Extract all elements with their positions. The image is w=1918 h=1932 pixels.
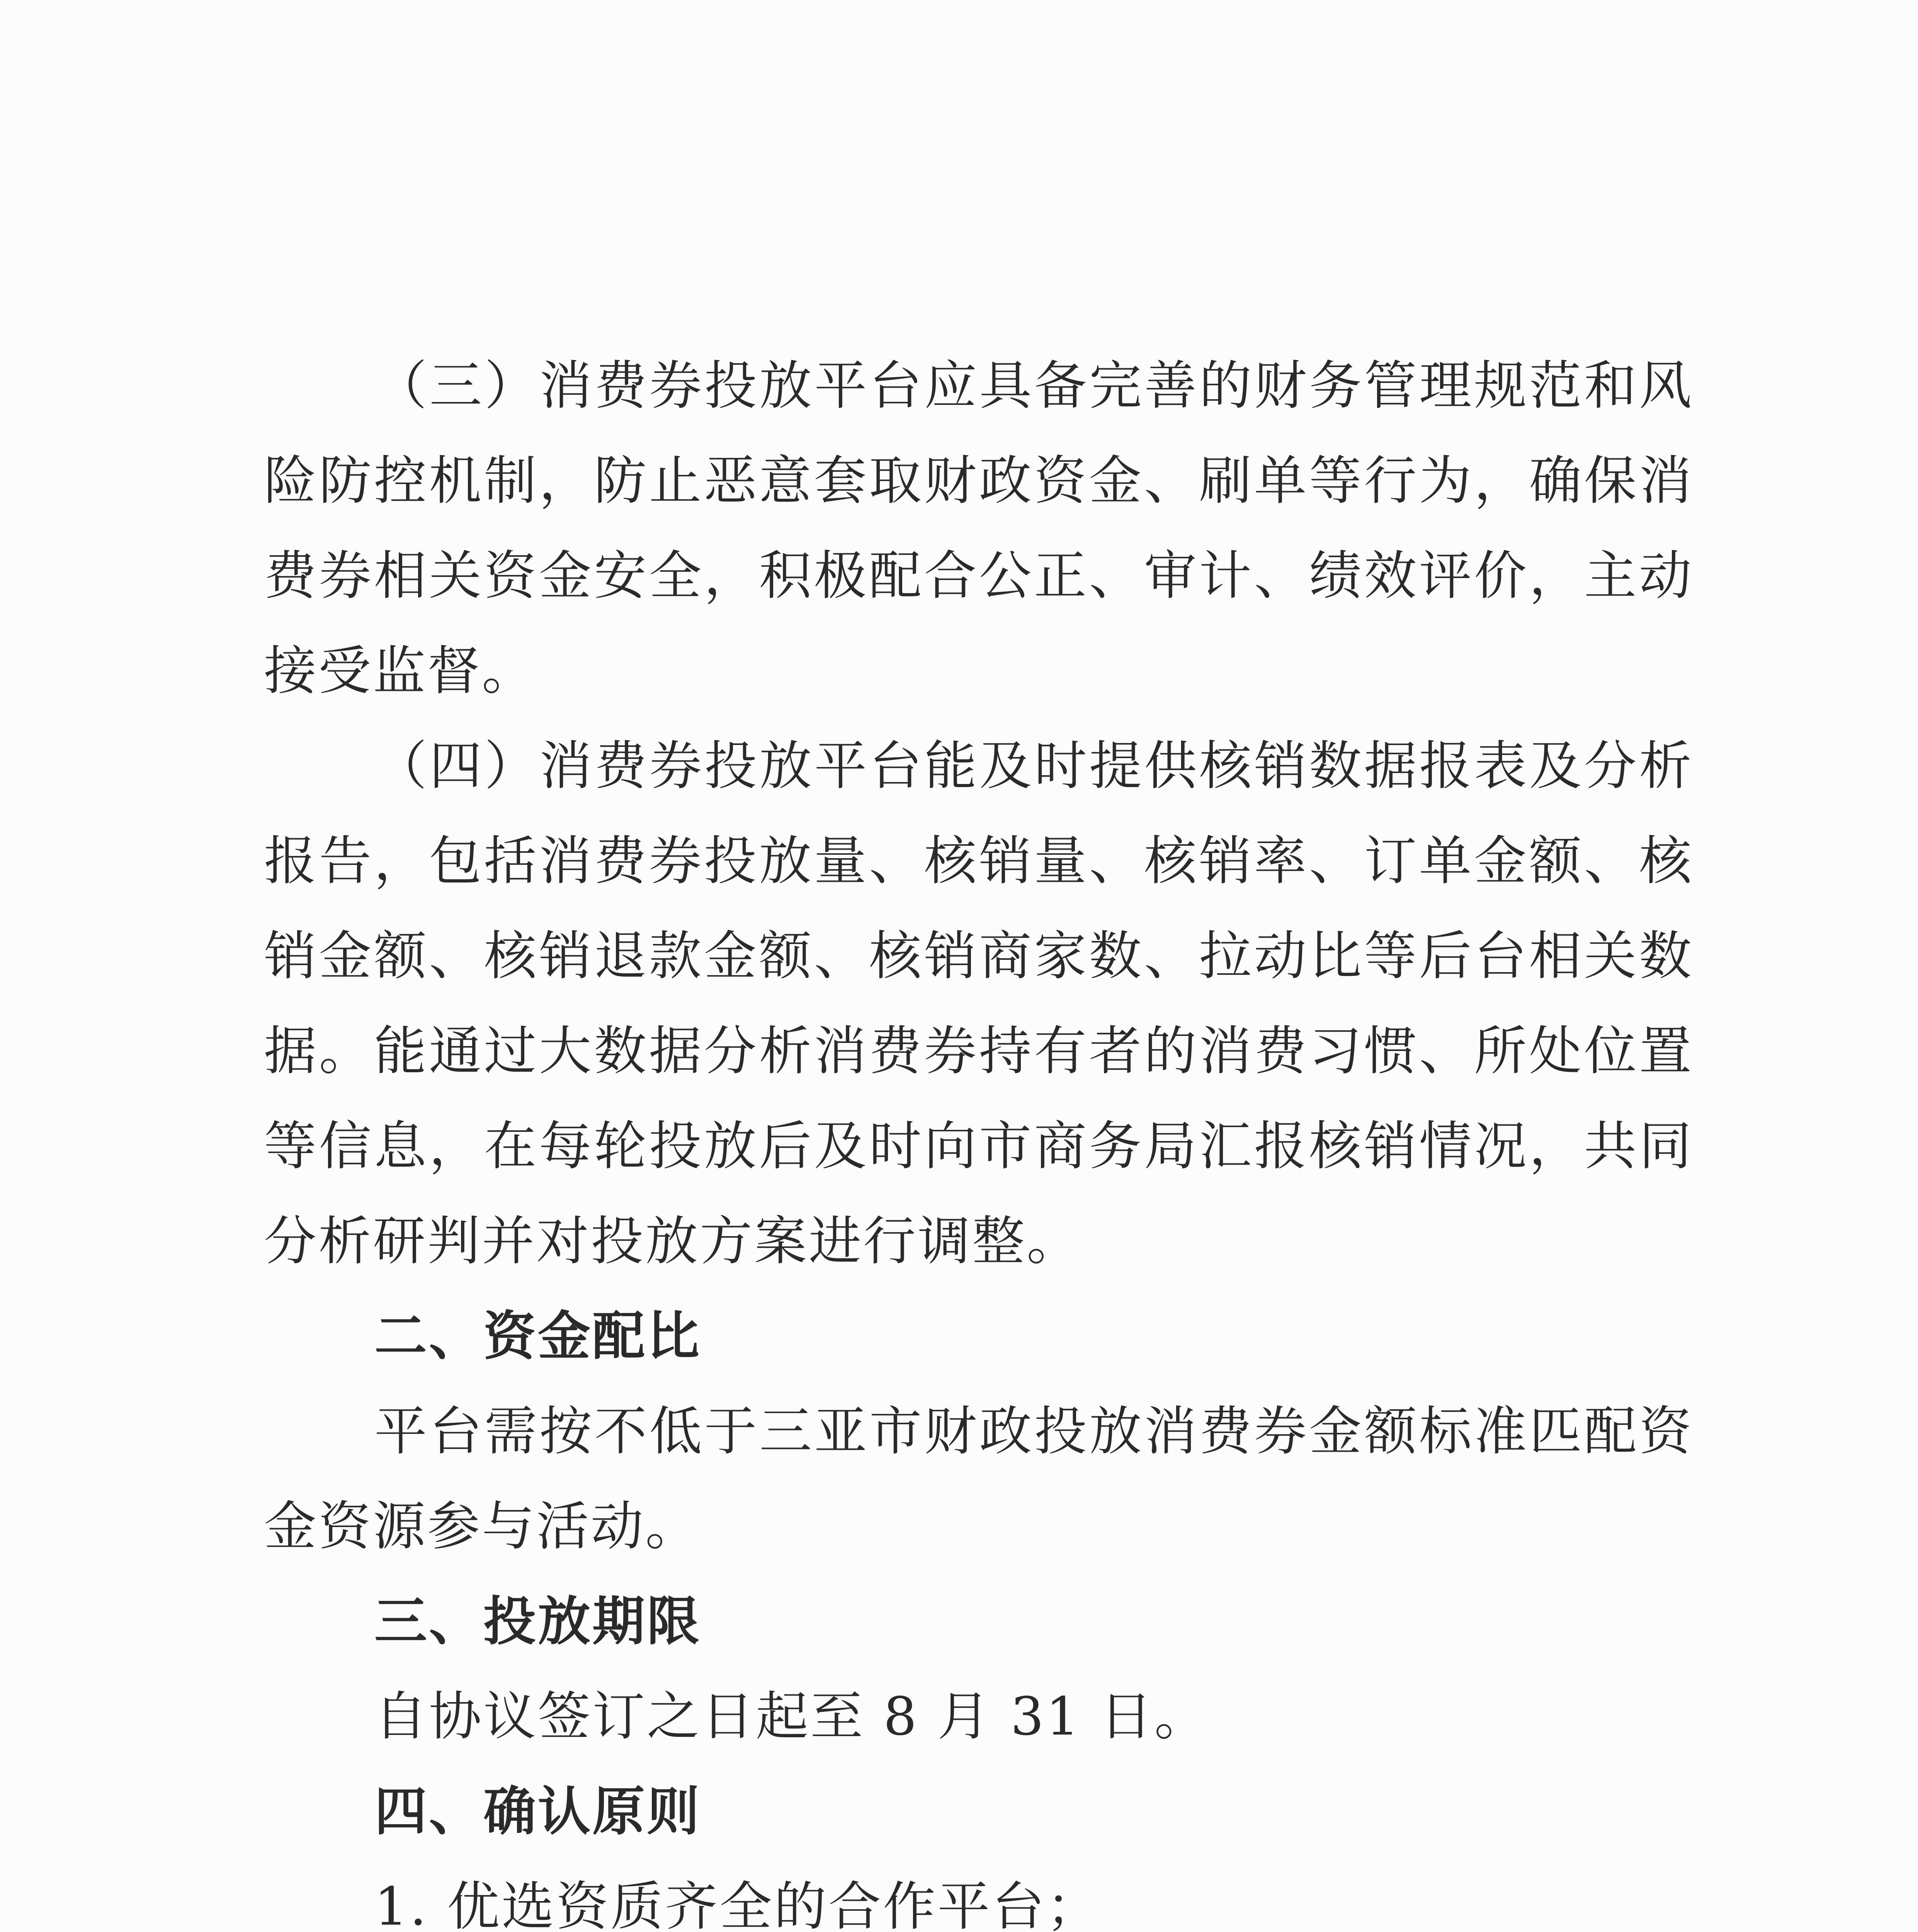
paragraph-fund-matching: 平台需按不低于三亚市财政投放消费券金额标准匹配资金资源参与活动。 — [264, 1401, 1694, 1557]
document-body — [264, 338, 1694, 1932]
paragraph-platform-reporting-requirements: （四）消费券投放平台能及时提供核销数据报表及分析报告，包括消费券投放量、核销量、核销率、订单金额、核销金额、核销退款金额、核销商家数、拉动比等后台相关数据。能通过大数据分析消费券持有者的消费习惯、所处位置等信息，在每轮投放后及时向市商务局汇报核销情况，共同分析研判并对投放方案进行调整。 — [264, 736, 1694, 1272]
section-heading-release-period: 三、投放期限 — [374, 1591, 701, 1652]
paragraph-platform-finance-requirements: （三）消费券投放平台应具备完善的财务管理规范和风险防控机制，防止恶意套取财政资金、刷单等行为，确保消费券相关资金安全，积极配合公正、审计、绩效评价，主动接受监督。 — [264, 355, 1694, 702]
section-heading-fund-matching: 二、资金配比 — [374, 1306, 701, 1367]
list-item-principle-1: 1. 优选资质齐全的合作平台； — [374, 1876, 1101, 1932]
paragraph-release-period: 自协议签订之日起至 8 月 31 日。 — [374, 1686, 1209, 1747]
section-heading-selection-principles: 四、确认原则 — [374, 1781, 701, 1842]
